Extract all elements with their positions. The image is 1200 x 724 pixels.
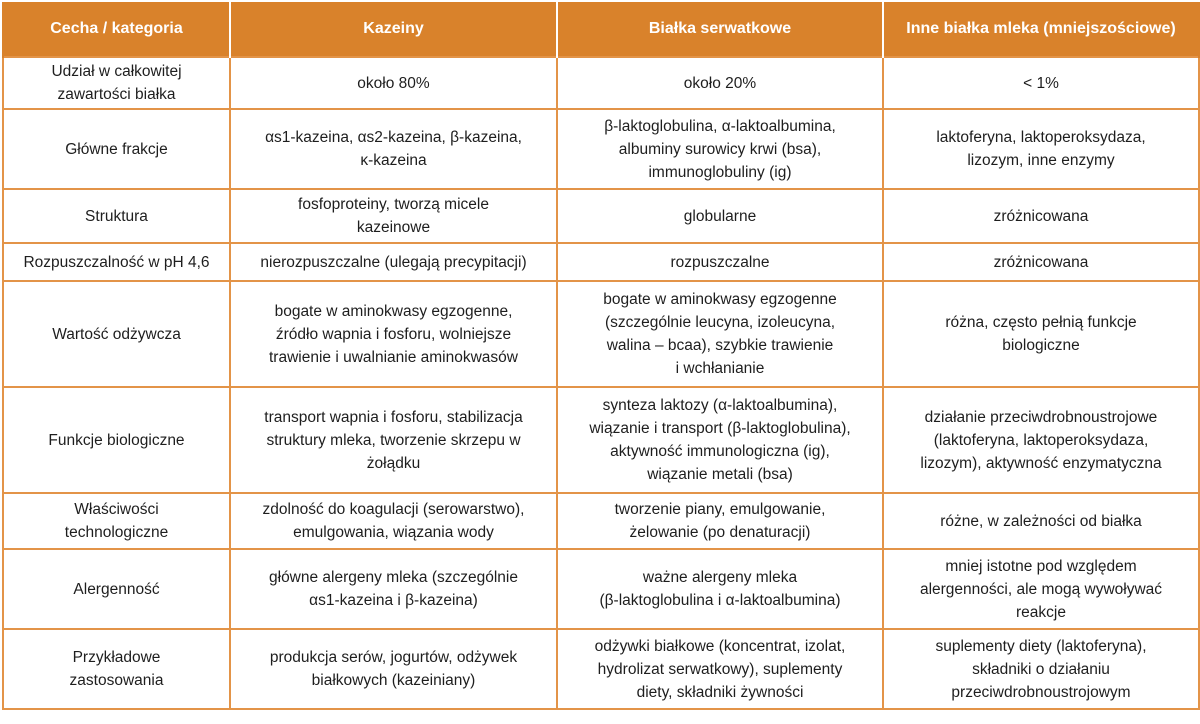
table-cell — [557, 549, 883, 629]
header-cell-whey-proteins: Białka serwatkowe — [557, 2, 883, 57]
cell-text: fosfoproteiny, tworzą micele kazeinowe — [298, 196, 489, 236]
table-row — [3, 493, 1199, 549]
row-label-cell — [3, 493, 230, 549]
table-cell — [230, 57, 557, 109]
table-cell — [230, 189, 557, 243]
table-row — [3, 629, 1199, 709]
cell-text: bogate w aminokwasy egzogenne, źródło wapnia i fosforu, wolniejsze trawienie i uwalnianie aminokwasów — [269, 302, 518, 366]
table-row — [3, 57, 1199, 109]
row-label: Udział w całkowitej zawartości białka — [51, 63, 182, 103]
table-cell — [883, 109, 1199, 189]
cell-text: zróżnicowana — [993, 253, 1089, 271]
table-cell — [883, 189, 1199, 243]
table-row — [3, 243, 1199, 281]
table-cell — [557, 189, 883, 243]
table-row — [3, 109, 1199, 189]
header-cell-caseins: Kazeiny — [230, 2, 557, 57]
table-cell — [557, 243, 883, 281]
cell-text: αs1-kazeina, αs2-kazeina, β-kazeina, κ-kazeina — [265, 129, 522, 169]
cell-text: działanie przeciwdrobnoustrojowe (laktoferyna, laktoperoksydaza, lizozym), aktywność enzymatyczna — [920, 408, 1162, 472]
cell-text: ważne alergeny mleka (β-laktoglobulina i α-laktoalbumina) — [599, 569, 841, 609]
table-cell — [883, 493, 1199, 549]
row-label-cell — [3, 109, 230, 189]
comparison-table — [2, 2, 1200, 710]
table-cell — [883, 57, 1199, 109]
cell-text: rozpuszczalne — [670, 253, 770, 271]
row-label-cell — [3, 387, 230, 493]
cell-text: odżywki białkowe (koncentrat, izolat, hydrolizat serwatkowy), suplementy diety, składniki żywności — [594, 637, 846, 701]
cell-text: bogate w aminokwasy egzogenne (szczególnie leucyna, izoleucyna, walina – bcaa), szybkie trawienie i wchłanianie — [603, 291, 837, 377]
cell-text: suplementy diety (laktoferyna), składniki o działaniu przeciwdrobnoustrojowym — [935, 637, 1147, 701]
row-label: Funkcje biologiczne — [48, 431, 185, 449]
table-row — [3, 549, 1199, 629]
table-cell — [230, 387, 557, 493]
header-cell-other-proteins: Inne białka mleka (mniejszościowe) — [883, 2, 1199, 57]
row-label-cell — [3, 549, 230, 629]
row-label: Przykładowe zastosowania — [69, 649, 164, 689]
table-cell — [883, 243, 1199, 281]
table-cell — [883, 387, 1199, 493]
table-cell — [557, 629, 883, 709]
table-cell — [883, 281, 1199, 387]
cell-text: laktoferyna, laktoperoksydaza, lizozym, inne enzymy — [936, 129, 1146, 169]
cell-text: około 80% — [357, 74, 430, 92]
row-label: Rozpuszczalność w pH 4,6 — [23, 253, 210, 271]
table-row — [3, 281, 1199, 387]
row-label: Właściwości technologiczne — [64, 501, 169, 541]
cell-text: transport wapnia i fosforu, stabilizacja struktury mleka, tworzenie skrzepu w żołądku — [264, 408, 523, 472]
cell-text: różne, w zależności od białka — [940, 512, 1142, 530]
cell-text: < 1% — [1023, 74, 1059, 92]
cell-text: tworzenie piany, emulgowanie, żelowanie (po denaturacji) — [614, 501, 826, 541]
row-label: Wartość odżywcza — [52, 325, 181, 343]
cell-text: nierozpuszczalne (ulegają precypitacji) — [260, 253, 527, 271]
row-label-cell — [3, 243, 230, 281]
table-row — [3, 387, 1199, 493]
row-label: Główne frakcje — [65, 140, 168, 158]
row-label-cell — [3, 189, 230, 243]
row-label-cell — [3, 629, 230, 709]
table-cell — [557, 57, 883, 109]
cell-text: około 20% — [683, 74, 757, 92]
cell-text: produkcja serów, jogurtów, odżywek białkowych (kazeiniany) — [269, 649, 518, 689]
table-cell — [230, 109, 557, 189]
cell-text: różna, często pełnią funkcje biologiczne — [945, 314, 1137, 354]
cell-text: zdolność do koagulacji (serowarstwo), emulgowania, wiązania wody — [262, 501, 525, 541]
cell-text: synteza laktozy (α-laktoalbumina), wiązanie i transport (β-laktoglobulina), aktywność immunologiczna (ig), wiązanie metali (bsa) — [589, 397, 851, 483]
table-cell — [557, 387, 883, 493]
table-cell — [557, 493, 883, 549]
table-cell — [883, 549, 1199, 629]
cell-text: główne alergeny mleka (szczególnie αs1-kazeina i β-kazeina) — [269, 569, 518, 609]
table-cell — [557, 109, 883, 189]
table-cell — [230, 281, 557, 387]
cell-text: zróżnicowana — [993, 207, 1089, 225]
table-cell — [883, 629, 1199, 709]
table-cell — [230, 243, 557, 281]
header-row — [3, 2, 1199, 57]
cell-text: mniej istotne pod względem alergenności, ale mogą wywoływać reakcje — [919, 557, 1163, 621]
row-label-cell — [3, 57, 230, 109]
cell-text: globularne — [683, 207, 757, 225]
row-label-cell — [3, 281, 230, 387]
row-label: Alergenność — [73, 580, 160, 598]
cell-text: β-laktoglobulina, α-laktoalbumina, albuminy surowicy krwi (bsa), immunoglobuliny (ig) — [604, 117, 836, 181]
table-cell — [230, 549, 557, 629]
row-label: Struktura — [85, 207, 148, 225]
table-cell — [230, 493, 557, 549]
table-cell — [557, 281, 883, 387]
table-cell — [230, 629, 557, 709]
header-cell-feature: Cecha / kategoria — [3, 2, 230, 57]
table-row — [3, 189, 1199, 243]
